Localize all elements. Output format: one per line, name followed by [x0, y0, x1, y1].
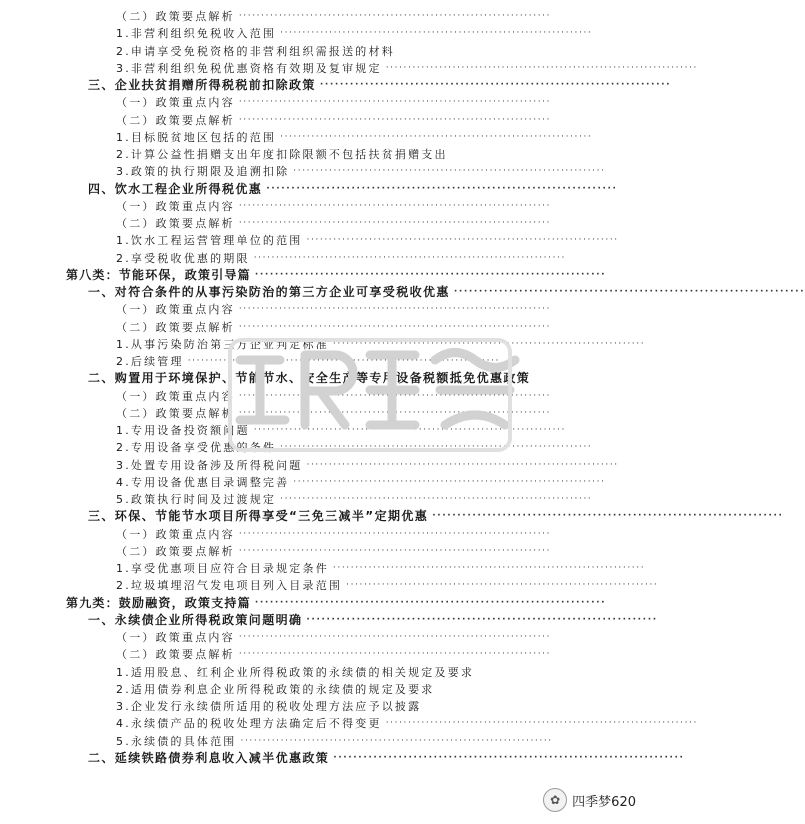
toc-line-text: （二）政策要点解析: [116, 544, 235, 558]
toc-line-sub: [116, 215, 552, 232]
toc-leader-dots: ······································································: [333, 752, 685, 763]
toc-line-text: 四、饮水工程企业所得税优惠: [88, 181, 263, 196]
toc-line-text: （一）政策重点内容: [116, 631, 235, 644]
toc-line-text: 三、环保、节能节水项目所得享受“三免三减半”定期优惠: [88, 509, 429, 524]
toc-line-sub: [116, 646, 552, 663]
toc-line-cat: [66, 595, 607, 612]
toc-line-item: [116, 681, 435, 698]
toc-line-sub: [116, 198, 552, 215]
toc-line-item: [116, 577, 659, 594]
toc-leader-dots: ······································································: [253, 252, 566, 263]
toc-line-sec: [88, 612, 658, 629]
toc-line-text: 1.享受优惠项目应符合目录规定条件: [116, 562, 329, 575]
toc-leader-dots: ······································································: [187, 356, 500, 366]
toc-line-item: [116, 129, 593, 146]
toc-line-sub: [116, 8, 552, 25]
toc-leader-dots: ······································································: [254, 597, 607, 608]
toc-leader-dots: ······································································: [346, 580, 659, 591]
brand-logo-icon: ✿: [543, 788, 567, 812]
toc-leader-dots: ······································································: [453, 287, 805, 297]
toc-line-text: 2.专用设备享受优惠的条件: [116, 441, 277, 455]
toc-line-text: 二、延续铁路债券利息收入减半优惠政策: [88, 750, 330, 765]
toc-leader-dots: ······································································: [238, 632, 552, 642]
toc-leader-dots: ······································································: [280, 494, 593, 504]
toc-line-text: 2.后续管理: [116, 355, 184, 368]
toc-line-text: （一）政策重点内容: [116, 527, 235, 541]
toc-line-text: 1.非营利组织免税收入范围: [116, 27, 277, 41]
toc-leader-dots: ······································································: [254, 269, 607, 280]
toc-line-item: [116, 336, 646, 353]
toc-line-text: （二）政策要点解析: [116, 10, 235, 23]
toc-line-sub: [116, 405, 552, 422]
toc-line-text: 1.饮水工程运营管理单位的范围: [116, 234, 303, 248]
toc-line-text: 2.垃圾填埋沼气发电项目列入目录范围: [116, 579, 343, 593]
toc-line-item: [116, 733, 553, 750]
toc-leader-dots: ······································································: [238, 97, 552, 108]
toc-leader-dots: ······································································: [293, 476, 606, 487]
toc-leader-dots: ······································································: [280, 28, 593, 39]
toc-line-item: [116, 422, 566, 439]
toc-leader-dots: ······································································: [238, 304, 552, 315]
toc-line-text: 2.享受税收优惠的期限: [116, 251, 250, 265]
toc-leader-dots: ······································································: [280, 131, 593, 142]
toc-line-text: 4.专用设备优惠目录调整完善: [116, 475, 290, 489]
toc-line-sub: [116, 388, 552, 405]
toc-leader-dots: ······································································: [238, 390, 552, 401]
toc-line-item: [116, 457, 619, 474]
toc-line-text: 2.适用债券利息企业所得税政策的永续债的规定及要求: [116, 682, 435, 696]
toc-line-sub: [116, 319, 552, 336]
toc-line-sec: [88, 508, 784, 525]
toc-line-item: [116, 491, 593, 508]
toc-line-text: 一、永续债企业所得税政策问题明确: [88, 612, 303, 627]
toc-leader-dots: ······································································: [238, 649, 552, 660]
toc-line-sub: [116, 526, 552, 543]
toc-line-text: 三、企业扶贫捐赠所得税税前扣除政策: [88, 78, 316, 92]
toc-leader-dots: ······································································: [280, 442, 593, 453]
toc-line-item: [116, 250, 566, 267]
toc-leader-dots: ······································································: [432, 511, 784, 522]
toc-line-text: 1.目标脱贫地区包括的范围: [116, 130, 277, 144]
toc-leader-dots: ······································································: [238, 528, 552, 539]
toc-line-text: （一）政策重点内容: [116, 96, 235, 110]
toc-line-text: 3.处置专用设备涉及所得税问题: [116, 458, 303, 472]
toc-leader-dots: ······································································: [238, 545, 552, 556]
toc-line-text: （一）政策重点内容: [116, 199, 235, 213]
toc-line-item: [116, 474, 606, 491]
toc-line-text: 二、购置用于环境保护、节能节水、安全生产等专用设备税额抵免优惠政策: [88, 371, 531, 386]
toc-line-text: 1.适用股息、红利企业所得税政策的永续债的相关规定及要求: [116, 665, 475, 679]
toc-line-sub: [116, 543, 552, 560]
toc-leader-dots: ······································································: [306, 614, 658, 625]
toc-line-text: 5.永续债的具体范围: [116, 734, 237, 748]
toc-line-text: （二）政策要点解析: [116, 406, 235, 420]
toc-line-sub: [116, 629, 552, 646]
toc-line-text: （一）政策重点内容: [116, 389, 235, 403]
toc-leader-dots: ······································································: [238, 114, 552, 125]
brand-name: 四季梦620: [572, 794, 636, 810]
brand-badge: [543, 788, 636, 812]
toc-leader-dots: ······································································: [319, 80, 672, 90]
toc-line-item: [116, 698, 422, 715]
toc-line-sec: [88, 370, 562, 387]
toc-leader-dots: ······································································: [238, 218, 552, 228]
toc-leader-dots: ······································································: [238, 321, 552, 332]
toc-line-text: 第九类：鼓励融资，政策支持篇: [66, 595, 251, 610]
toc-line-text: 2.计算公益性捐赠支出年度扣除限额不包括扶贫捐赠支出: [116, 148, 448, 161]
toc-leader-dots: ······································································: [238, 11, 552, 21]
toc-line-item: [116, 232, 619, 249]
toc-leader-dots: ······································································: [266, 183, 618, 194]
toc-line-item: [116, 439, 593, 456]
toc-leader-dots: ······································································: [332, 563, 646, 573]
toc-line-text: （二）政策要点解析: [116, 113, 235, 127]
toc-line-sub: [116, 301, 552, 318]
toc-line-text: 一、对符合条件的从事污染防治的第三方企业可享受税收优惠: [88, 285, 450, 299]
toc-leader-dots: ······································································: [240, 735, 553, 746]
toc-leader-dots: ······································································: [385, 718, 698, 729]
toc-line-text: 1.从事污染防治第三方企业判定标准: [116, 337, 329, 351]
toc-line-item: [116, 60, 698, 77]
toc-line-text: 5.政策执行时间及过渡规定: [116, 493, 277, 506]
toc-line-item: [116, 163, 606, 180]
toc-leader-dots: ······································································: [332, 338, 646, 349]
toc-line-item: [116, 25, 593, 42]
toc-line-sub: [116, 112, 552, 129]
toc-leader-dots: ······································································: [306, 459, 619, 470]
toc-line-cat: [66, 267, 607, 284]
toc-line-text: 3.企业发行永续债所适用的税收处理方法应予以披露: [116, 700, 422, 713]
toc-line-sub: [116, 94, 552, 111]
toc-line-item: [116, 715, 698, 732]
toc-line-text: 4.永续债产品的税收处理方法确定后不得变更: [116, 717, 382, 731]
toc-line-item: [116, 664, 475, 681]
toc-line-text: 2.申请享受免税资格的非营利组织需报送的材料: [116, 44, 395, 58]
toc-line-sec: [88, 181, 618, 198]
toc-leader-dots: ······································································: [306, 235, 619, 246]
toc-line-text: 3.非营利组织免税优惠资格有效期及复审规定: [116, 61, 382, 75]
toc-line-text: （二）政策要点解析: [116, 320, 235, 334]
toc-line-sec: [88, 284, 805, 301]
toc-leader-dots: ······································································: [293, 166, 606, 177]
toc-line-item: [116, 43, 396, 60]
toc-line-sec: [88, 77, 672, 94]
toc-line-sec: [88, 750, 685, 767]
toc-line-text: 1.专用设备投资额问题: [116, 424, 250, 437]
toc-line-item: [116, 560, 646, 577]
toc-line-item: [116, 353, 500, 370]
toc-leader-dots: ······································································: [238, 200, 552, 211]
toc-leader-dots: ······································································: [385, 62, 698, 73]
toc-line-text: （一）政策重点内容: [116, 303, 235, 317]
toc-leader-dots: ······································································: [253, 425, 566, 435]
toc-line-text: 3.政策的执行期限及追溯扣除: [116, 165, 290, 179]
toc-line-text: 第八类：节能环保，政策引导篇: [66, 267, 251, 282]
toc-line-item: [116, 146, 448, 163]
toc-line-text: （二）政策要点解析: [116, 648, 235, 662]
toc-leader-dots: ······································································: [238, 407, 552, 418]
toc-line-text: （二）政策要点解析: [116, 217, 235, 230]
